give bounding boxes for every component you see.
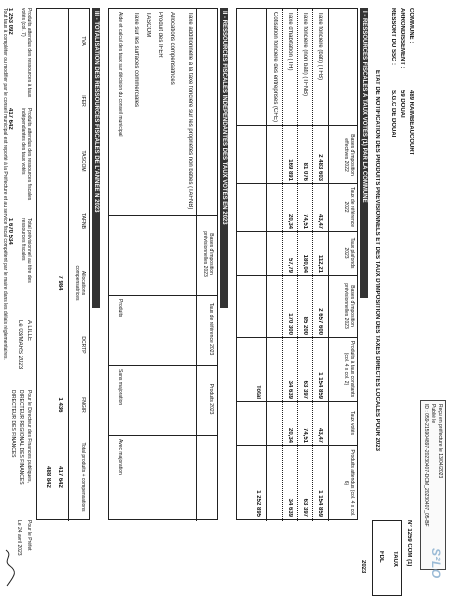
- ssc-name: S.G.C DE DOUAI: [390, 90, 396, 138]
- s1-cell: 2 483 603: [317, 154, 323, 181]
- s1-cell: 34 639: [287, 498, 293, 517]
- footer-date: Le 03/MARS 2023: [17, 320, 23, 370]
- s3-total-label: Produits attendus des ressources fiscales indépendantes des taux votés: [20, 108, 32, 201]
- commune-label: COMMUNE :: [408, 8, 414, 44]
- s1-cell: 63 397: [302, 380, 308, 399]
- arrondissement-name: 59 DOUAI: [399, 90, 405, 118]
- s1-cell: 112,21: [317, 254, 323, 273]
- s2-col-label: Avec majoration: [117, 439, 123, 475]
- s1-header-5: Produits à taux constants (col. 4 x col. 2): [343, 340, 355, 398]
- section-1-table: [236, 8, 358, 520]
- s3-col-value: 7 984: [57, 275, 63, 291]
- s1-row-label: Taxe d'habitation (TH): [287, 12, 293, 71]
- section-1-band: I - RESSOURCES FISCALES À TAUX VOTÉS (1) PAR LA COMMUNE: [360, 8, 368, 298]
- commune-name: 489 RAIMBEAUCOURT: [408, 90, 414, 156]
- section-3-band: III - TOTALISATION DES RESSOURCES FISCALES DE L'ANNÉE N 2023: [92, 8, 100, 308]
- arrondissement-label: ARRONDISSEMENT :: [399, 8, 405, 69]
- s2-item: Allocations compensatrices: [169, 12, 175, 85]
- s1-cell: 20,34: [287, 213, 293, 229]
- s1-row-rule: [282, 9, 283, 521]
- form-number: N° 1259 COM (1): [406, 520, 412, 567]
- s1-total-value: 1 252 895: [255, 490, 261, 517]
- s2-col-rule: [109, 295, 217, 296]
- s2-col-rule: [109, 435, 217, 436]
- ssc-label: RESSORT DU SSC :: [390, 8, 396, 66]
- s2-col-label: Produits: [117, 299, 123, 318]
- footer-signatory-role: Pour le Directeur des Finances publiques,: [26, 390, 32, 483]
- s1-row-label: Cotisation foncière des entreprises (CFE): [272, 12, 278, 123]
- s1-header-1: Bases d'imposition effectives 2022: [343, 134, 355, 176]
- s2-item: Taxe additionnelle à la taxe foncière sur les propriétés non bâties (TAFNB): [187, 12, 193, 210]
- s2-note: Aide et calcul des taux sur décision du conseil municipal: [117, 12, 123, 137]
- section-3-table: [36, 8, 90, 520]
- footer-note: Tout taux à compléter ou modifier par le conseil municipal est reporté à la Préfecture et au service fiscal compétent par le maire dans les délais réglementaires.: [2, 8, 8, 360]
- s3-col-header: TVA: [80, 36, 86, 46]
- s1-cell: 85 200: [302, 316, 308, 335]
- s1-cell: 1 154 859: [317, 490, 323, 517]
- s1-cell: 43,47: [317, 427, 323, 443]
- s3-col-value: 417 642: [57, 466, 63, 488]
- s1-row-rule: [312, 9, 313, 521]
- s1-header-2: Taux de référence 2022: [343, 186, 355, 228]
- s3-col-header: TASCOM: [80, 150, 86, 172]
- stamp-line-1: Reçu en préfecture le 13/04/2023: [437, 404, 443, 479]
- s2-header-rule: [196, 9, 197, 521]
- s1-total-label: Total: [255, 385, 261, 399]
- s2lo-logo: S²LO: [429, 548, 443, 579]
- s1-row-label: Taxe foncière (non bâti) (TFNB): [302, 12, 308, 97]
- receipt-stamp: [420, 400, 446, 570]
- s1-header-3: Taux plafonds 2023: [343, 237, 355, 269]
- s3-col-header: Allocations compensatrices: [74, 265, 86, 301]
- s3-col-header: Total produits + compensations: [80, 442, 86, 512]
- s3-total-value: 1 670 534: [7, 218, 13, 245]
- s2-col-rule: [109, 215, 217, 216]
- s3-col-header: FNGIR: [80, 397, 86, 413]
- code-label: TAUX: [392, 551, 398, 567]
- s2-item: Produit des IFER: [157, 12, 163, 58]
- s3-header-rule: [68, 9, 69, 521]
- s1-cell: 1 154 859: [317, 372, 323, 399]
- s1-header-7: Produits attendus (col. 4 x col. 6): [343, 449, 355, 517]
- section-2-band: II - RESSOURCES FISCALES INDÉPENDANTES DES TAUX VOTÉS EN 2023: [220, 8, 228, 308]
- s3-total-value: 417 642: [7, 108, 13, 130]
- s1-row-label: Taxe foncière (bâti) (TFB): [317, 12, 323, 81]
- s1-cell: 43,47: [317, 213, 323, 229]
- s2-item: Taxe sur les surfaces commerciales: [133, 12, 139, 108]
- s3-col-header: TAFNB: [80, 212, 86, 230]
- document-title: ÉTAT DE NOTIFICATION DES PRODUITS PRÉVISIONNELS ET DES TAUX D'IMPOSITION DES TAXES DIRECTES LOCALES POUR 2023: [374, 70, 380, 451]
- s1-cell: 180,04: [302, 254, 308, 273]
- s1-cell: 74,51: [302, 213, 308, 229]
- s2-header-3: Produits 2023: [208, 383, 214, 415]
- footer-date-2: Le 24 avril 2023: [16, 520, 22, 556]
- footer-signatory-name: DIRECTEUR DES FINANCES: [10, 390, 16, 458]
- s2-header-1: Bases d'imposition prévisionnelles 2023: [202, 231, 214, 277]
- s2-item: TASCOM: [145, 12, 151, 38]
- s1-header-6: Taux votés: [349, 411, 355, 435]
- code-box: [372, 520, 402, 596]
- s1-cell: 81 076: [302, 162, 308, 181]
- section-3-totals: [4, 8, 32, 308]
- s1-cell: 57,79: [287, 257, 293, 273]
- stamp-line-2: Publié le: [430, 404, 436, 424]
- s3-total-label: Produits attendus des ressources à taux votés (col. 7): [20, 8, 32, 98]
- s1-row-rule: [266, 9, 267, 521]
- section-2-table: [108, 8, 218, 520]
- s1-cell: 169 891: [287, 159, 293, 181]
- s3-col-value: 1 436: [57, 397, 63, 413]
- s1-cell: 34 639: [287, 380, 293, 399]
- s3-total-value: 1 253 092: [7, 8, 13, 35]
- s3-col-header: IFER: [80, 95, 86, 107]
- s3-extra-value: 488 842: [45, 466, 51, 488]
- footer-signatory-title: DIRECTEUR RÉGIONAL DES FINANCES: [18, 390, 24, 485]
- s1-cell: 63 397: [302, 498, 308, 517]
- s3-total-label: Total prévisionnel au titre des ressources fiscales: [20, 218, 32, 283]
- footer-prefect-role: Pour le Préfet: [26, 520, 32, 551]
- s1-cell: 2 657 600: [317, 308, 323, 335]
- s2-col-label: Sans majoration: [117, 369, 123, 406]
- s1-row-rule: [297, 9, 298, 521]
- stamp-line-3: ID : 059-215904897-20230407-DCM_20230407_05-BF: [423, 404, 429, 527]
- s1-cell: 20,34: [287, 427, 293, 443]
- s2-col-rule: [109, 365, 217, 366]
- s1-header-4: Bases d'imposition prévisionnelles 2023: [343, 283, 355, 329]
- footer-place: A LILLE: [26, 320, 32, 342]
- s1-cell: 170 300: [287, 313, 293, 335]
- s1-cell: 74,51: [302, 427, 308, 443]
- s3-col-header: DCRTP: [80, 336, 86, 354]
- s2-header-2: Taux de référence 2023: [208, 302, 214, 356]
- form-code: FDL: [378, 551, 384, 563]
- form-year: 2023: [360, 560, 366, 574]
